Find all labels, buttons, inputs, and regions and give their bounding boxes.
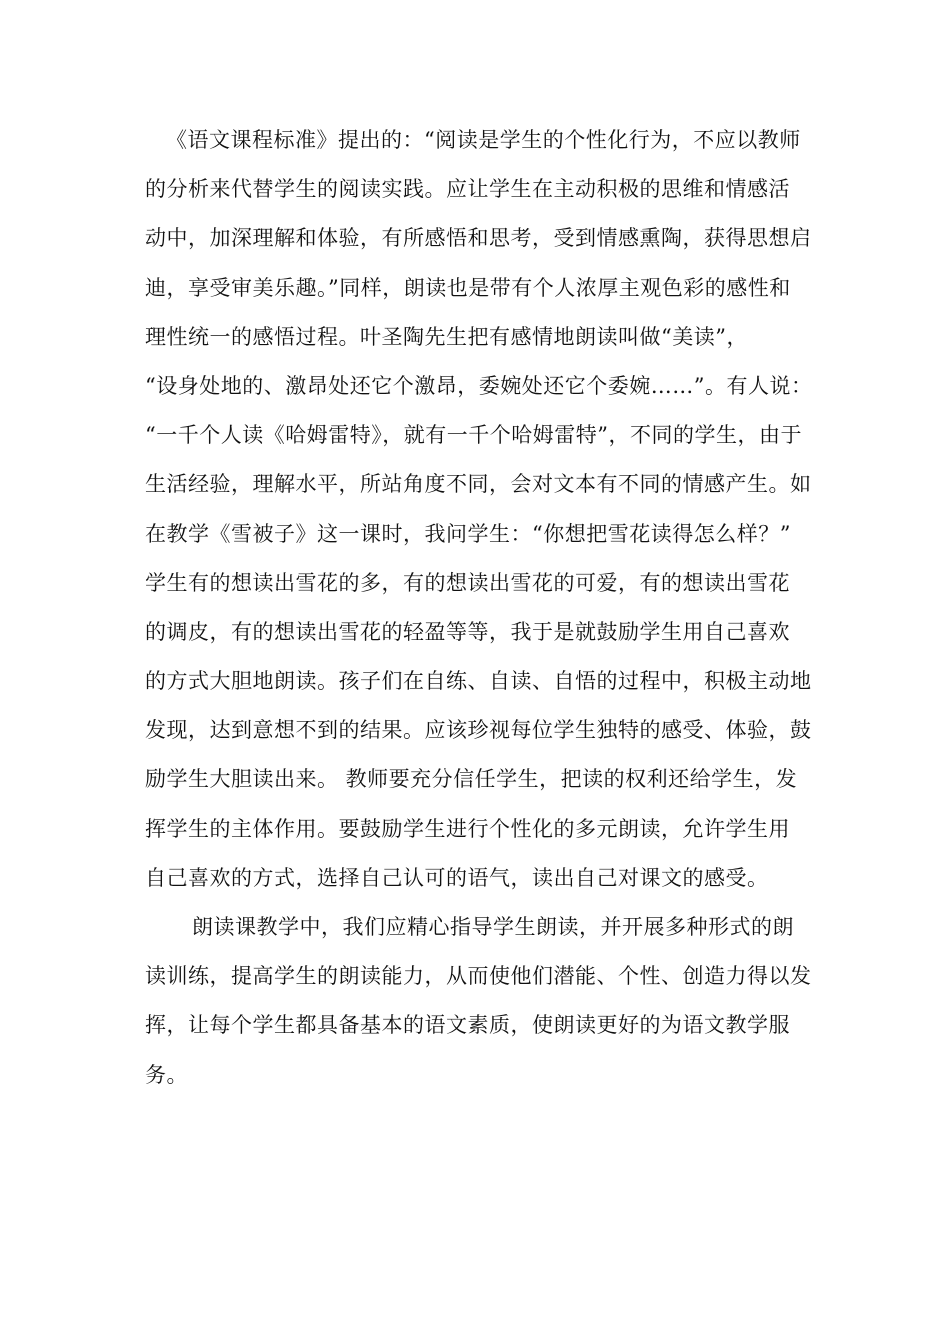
- text-line: 发现，达到意想不到的结果。应该珍视每位学生独特的感受、体验，鼓: [145, 718, 812, 743]
- text-line: 理性统一的感悟过程。叶圣陶先生把有感情地朗读叫做“美读”，: [145, 324, 748, 349]
- text-line: 在教学《雪被子》这一课时，我问学生：“你想把雪花读得怎么样？”: [145, 521, 791, 546]
- text-line: 的方式大胆地朗读。孩子们在自练、自读、自悟的过程中，积极主动地: [145, 669, 812, 694]
- text-line: “一千个人读《哈姆雷特》，就有一千个哈姆雷特”，不同的学生，由于: [145, 423, 802, 448]
- text-line: 生活经验，理解水平，所站角度不同，会对文本有不同的情感产生。如: [145, 472, 812, 497]
- text-line: 挥，让每个学生都具备基本的语文素质，使朗读更好的为语文教学服: [145, 1013, 790, 1038]
- text-line: 动中，加深理解和体验，有所感悟和思考，受到情感熏陶，获得思想启: [145, 226, 812, 251]
- text-line: 学生有的想读出雪花的多，有的想读出雪花的可爱，有的想读出雪花: [145, 570, 790, 595]
- paragraph-2: [145, 903, 835, 1100]
- text-line: 朗读课教学中，我们应精心指导学生朗读，并开展多种形式的朗: [192, 915, 794, 939]
- document-body: [145, 116, 835, 1100]
- text-line: 自己喜欢的方式，选择自己认可的语气，读出自己对课文的感受。: [145, 865, 769, 890]
- text-line: 的分析来代替学生的阅读实践。应让学生在主动积极的思维和情感活: [145, 177, 790, 202]
- text-line: “设身处地的、激昂处还它个激昂，委婉处还它个委婉……”。有人说：: [145, 373, 813, 398]
- text-line: 务。: [145, 1062, 188, 1087]
- text-line: 迪，享受审美乐趣。”同样，朗读也是带有个人浓厚主观色彩的感性和: [145, 275, 791, 300]
- text-line: 读训练，提高学生的朗读能力，从而使他们潜能、个性、创造力得以发: [145, 964, 812, 989]
- text-line: 《语文课程标准》提出的：“阅读是学生的个性化行为，不应以教师: [166, 128, 801, 152]
- paragraph-1: [145, 116, 835, 903]
- text-line: 励学生大胆读出来。 教师要充分信任学生，把读的权利还给学生，发: [145, 767, 798, 792]
- text-line: 挥学生的主体作用。要鼓励学生进行个性化的多元朗读，允许学生用: [145, 816, 790, 841]
- text-line: 的调皮，有的想读出雪花的轻盈等等，我于是就鼓励学生用自己喜欢: [145, 619, 790, 644]
